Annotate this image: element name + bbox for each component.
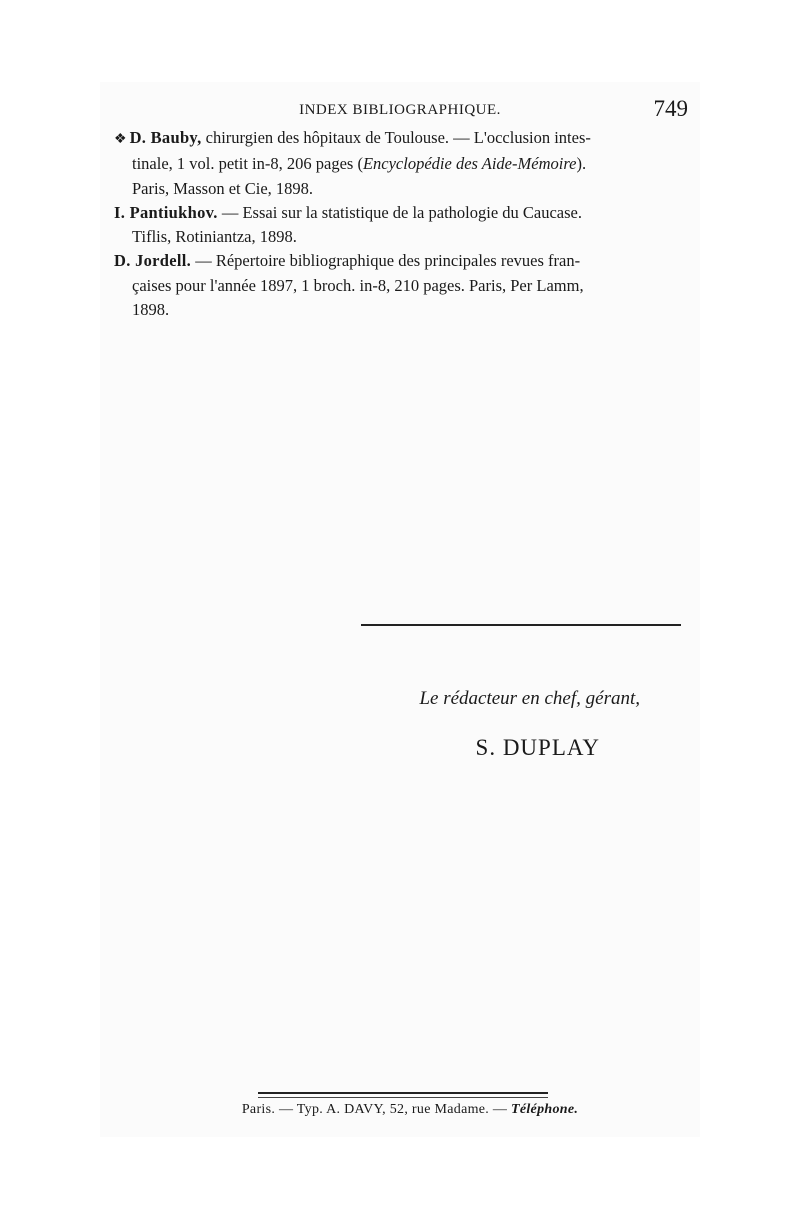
footer-rule — [258, 1092, 548, 1094]
imprint-telephone: Téléphone. — [511, 1102, 579, 1117]
printer-imprint — [200, 1102, 620, 1118]
entry-text: chirurgien des hôpitaux de Toulouse. — L'occlusion intes- — [201, 128, 591, 147]
entry-series-title: Encyclopédie des Aide-Mémoire — [362, 154, 577, 174]
footer-rule-thin — [258, 1097, 548, 1098]
entry-line — [114, 128, 591, 147]
signature-rule — [361, 624, 681, 626]
entry-bauby — [114, 126, 688, 201]
entry-line: Tiflis, Rotiniantza, 1898. — [132, 227, 297, 247]
entry-author: D. Jordell. — [114, 251, 192, 271]
bibliography-entries — [114, 126, 688, 322]
signature-role: Le rédacteur en chef, gérant, — [419, 688, 640, 709]
page-number: 749 — [653, 96, 688, 121]
entry-text: — Essai sur la statistique de la pathologie du Caucase. — [217, 202, 582, 222]
entry-author: D. Bauby, — [129, 128, 202, 147]
entry-text: — Répertoire bibliographique des principales revues fran- — [191, 251, 581, 271]
entry-line: çaises pour l'année 1897, 1 broch. in-8, 210 pages. Paris, Per Lamm, — [132, 275, 584, 295]
entry-pantiukhov — [114, 201, 688, 250]
running-header — [110, 96, 690, 124]
entry-jordell — [114, 249, 688, 322]
entry-line: 1898. — [132, 300, 170, 320]
entry-line — [114, 251, 580, 270]
ornament-icon: ❖ — [114, 132, 127, 147]
entry-line — [114, 152, 688, 176]
imprint-text: Paris. — Typ. A. DAVY, 52, rue Madame. — — [241, 1102, 511, 1117]
running-title: INDEX BIBLIOGRAPHIQUE. — [299, 102, 501, 118]
entry-text: tinale, 1 vol. petit in-8, 206 pages ( — [132, 154, 363, 174]
entry-text: ). — [576, 154, 587, 174]
entry-author: I. Pantiukhov. — [114, 202, 218, 222]
signature-name: S. DUPLAY — [475, 735, 600, 760]
entry-line — [114, 203, 582, 222]
entry-line: Paris, Masson et Cie, 1898. — [132, 178, 314, 198]
